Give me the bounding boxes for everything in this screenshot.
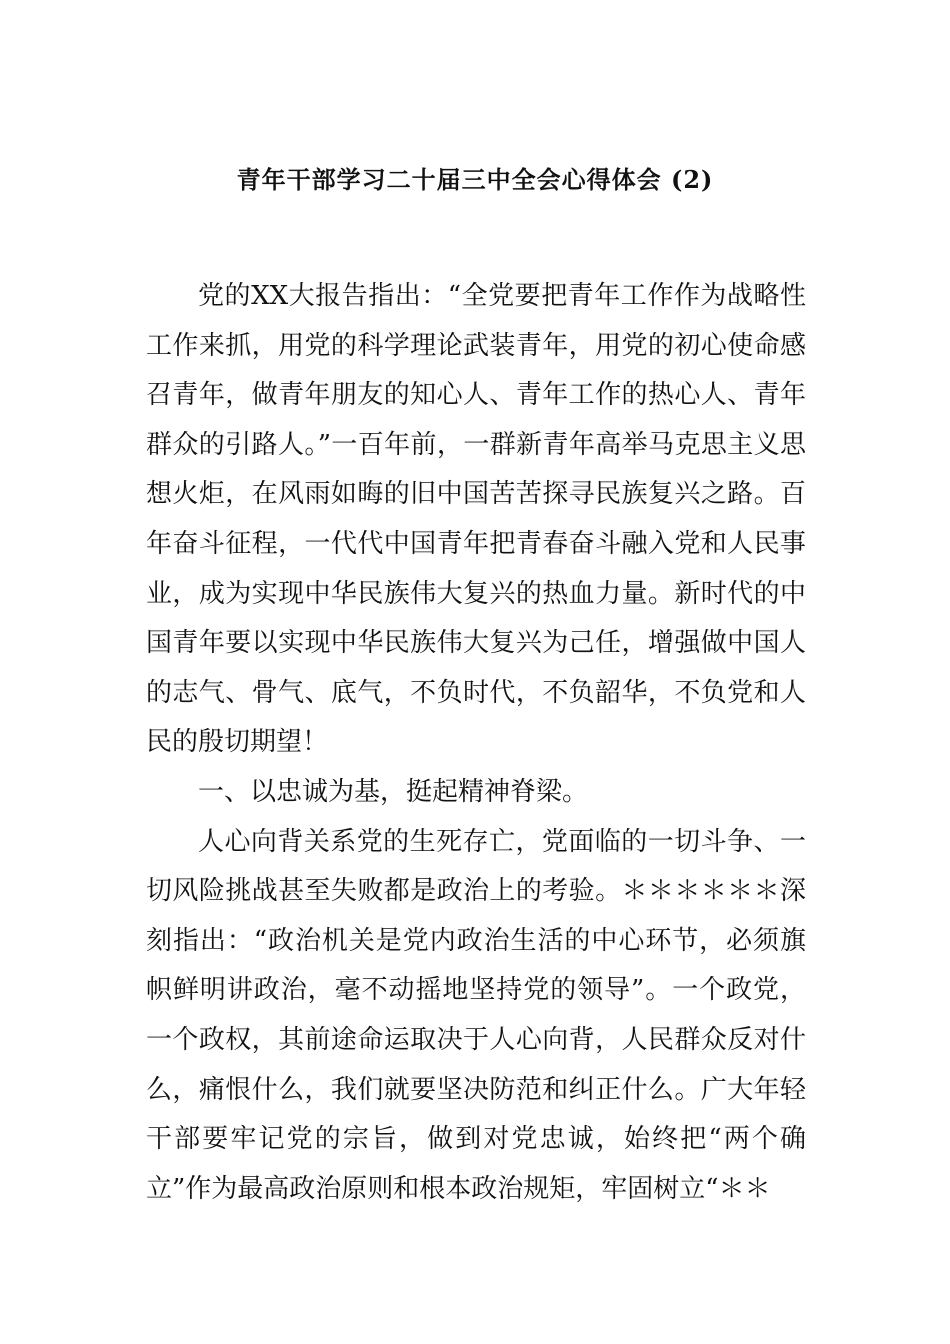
document-body (146, 272, 806, 1214)
section-heading: 一、以忠诚为基，挺起精神脊梁。 (198, 776, 589, 807)
section-paragraph: 人心向背关系党的生死存亡，党面临的一切斗争、一切风险挑战甚至失败都是政治上的考验。＊＊＊＊＊＊深刻指出：“政治机关是党内政治生活的中心环节，必须旗帜鲜明讲政治，毫不动摇地坚持党的领导”。一个政党，一个政权，其前途命运取决于人心向背，人民群众反对什么，痛恨什么，我们就要坚决防范和纠正什么。广大年轻干部要牢记党的宗旨，做到对党忠诚，始终把“两个确立”作为最高政治原则和根本政治规矩，牢固树立“＊＊ (146, 826, 806, 1204)
intro-paragraph: 党的XX大报告指出：“全党要把青年工作作为战略性工作来抓，用党的科学理论武装青年，用党的初心使命感召青年，做青年朋友的知心人、青年工作的热心人、青年群众的引路人。”一百年前，一群新青年高举马克思主义思想火炬，在风雨如晦的旧中国苦苦探寻民族复兴之路。百年奋斗征程，一代代中国青年把青春奋斗融入党和人民事业，成为实现中华民族伟大复兴的热血力量。新时代的中国青年要以实现中华民族伟大复兴为己任，增强做中国人的志气、骨气、底气，不负时代，不负韶华，不负党和人民的殷切期望！ (146, 281, 806, 758)
document-title: 青年干部学习二十届三中全会心得体会 (2) (236, 165, 714, 194)
